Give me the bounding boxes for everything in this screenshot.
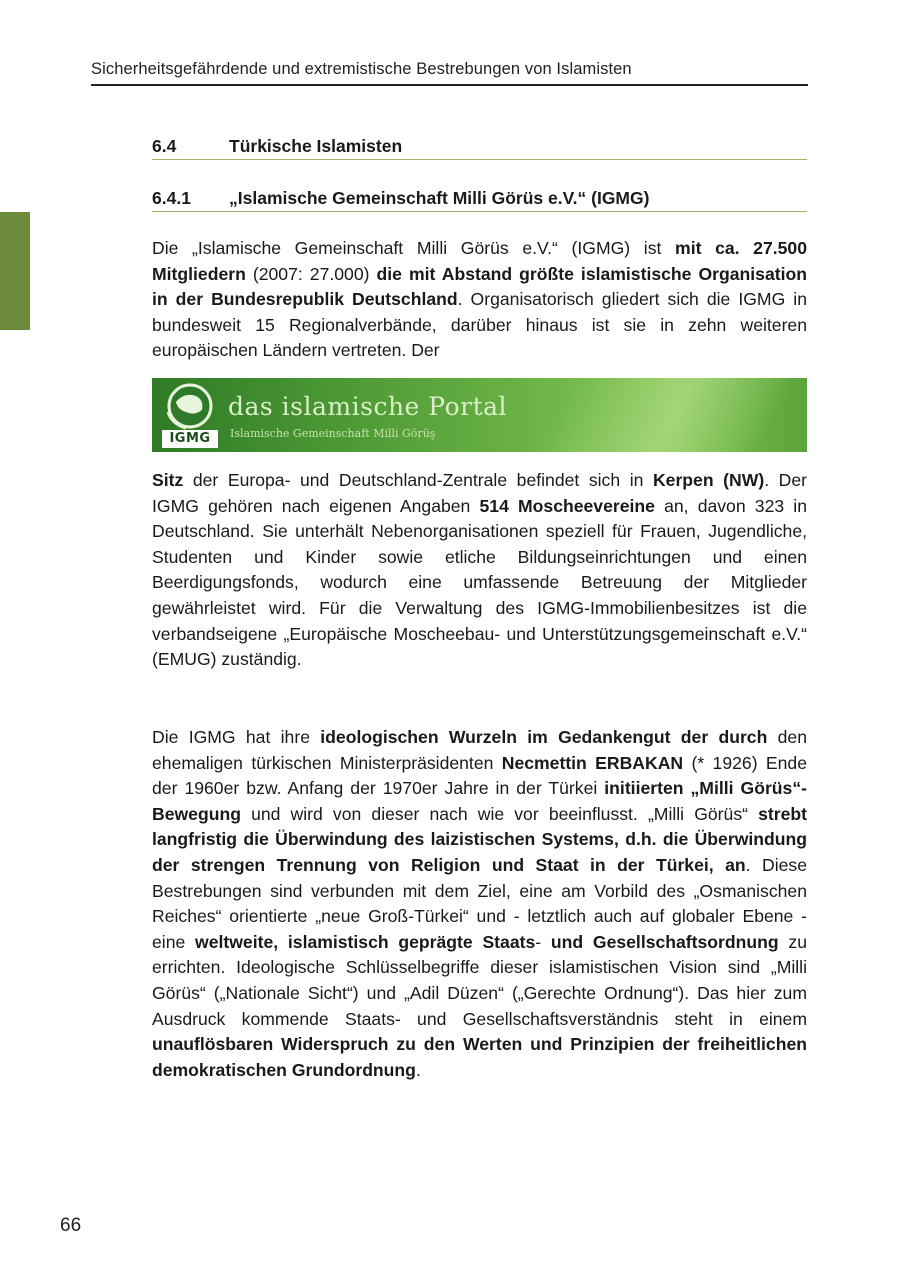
banner-title: das islamische Portal (228, 392, 508, 421)
subsection-heading-rule (152, 211, 807, 212)
bold-run: 514 Moscheevereine (479, 495, 655, 516)
text-run: . Der IGMG gehören nach eigenen Angaben (152, 470, 807, 516)
text-run: (2007: 27.000) (245, 263, 377, 284)
text-run: zu errichten. Ideologische Schlüsselbegriffe dieser islamistischen Vision sind „Milli Görüs“ („Nationale Sicht“) und „Adil Düzen“ („Gerechte Ordnung“). Das hier zum Ausdruck kommende Staats- und Gesellschaftsverständnis steht in einem (152, 931, 807, 1029)
section-heading (152, 136, 807, 157)
globe-icon (162, 382, 218, 432)
bold-run: unauflösbaren Widerspruch zu den Werten und Prinzipien der freiheitlichen demokratischen Grundordnung (152, 1034, 807, 1080)
text-run: . (415, 1059, 421, 1080)
section-number: 6.4 (152, 136, 177, 156)
text-run: den ehemaligen türkischen Ministerpräsidenten (152, 727, 807, 773)
paragraph-3 (152, 725, 807, 1083)
paragraph-1 (152, 236, 807, 364)
bold-run: weltweite, islamistisch geprägte Staats (195, 931, 536, 952)
bold-run: Necmettin ERBAKAN (501, 752, 684, 773)
text-run: - (535, 931, 551, 952)
text-run: und wird von dieser nach wie vor beeinflusst. „Milli Görüs“ (240, 803, 759, 824)
banner-subtitle: Islamische Gemeinschaft Milli Görüş (230, 427, 436, 440)
subsection-number: 6.4.1 (152, 188, 191, 208)
text-run: Die IGMG hat ihre (152, 727, 321, 747)
bold-run: die mit Abstand größte islamistische Organisation in der Bundesrepublik Deutschland (152, 263, 807, 310)
banner-sheen (507, 378, 807, 452)
section-heading-rule (152, 159, 807, 160)
paragraph-2 (152, 468, 807, 673)
logo-text: IGMG (162, 430, 218, 448)
igmg-logo (162, 382, 218, 448)
bold-run: mit ca. 27.500 Mitgliedern (152, 238, 807, 284)
section-title: Türkische Islamisten (229, 136, 403, 156)
running-head: Sicherheitsgefährdende und extremistische Bestrebungen von Islamisten (91, 60, 632, 78)
text-run: (* 1926) Ende der 1960er bzw. Anfang der 1970er Jahre in der Türkei (152, 752, 807, 799)
text-run: der Europa- und Deutschland-Zentrale befindet sich in (183, 470, 653, 490)
text-run: an, davon 323 in Deutschland. Sie unterhält Nebenorganisationen speziell für Frauen, Jugendliche, Studenten und Kinder sowie etliche Bildungseinrichtungen und einen Beerdigungsfonds, wodurch eine umfassende Betreuung der Mitglieder gewährleistet wird. Für die Verwaltung des IGMG-Immobilienbesitzes ist die verbandseigene „Europäische Moscheebau- und Unterstützungsgemeinschaft e.V.“ (EMUG) zuständig. (152, 495, 807, 670)
text-run: Die „Islamische Gemeinschaft Milli Görüs e.V.“ (IGMG) ist (152, 238, 676, 258)
bold-run: Sitz (152, 470, 184, 490)
text-run: . Diese Bestrebungen sind verbunden mit dem Ziel, eine am Vorbild des „Osmanischen Reiches“ orientierte „neue Groß-Türkei“ und - letztlich auch auf globaler Ebene - eine (152, 854, 807, 952)
subsection-title: „Islamische Gemeinschaft Milli Görüs e.V.“ (IGMG) (229, 188, 650, 208)
bold-run: strebt langfristig die Überwindung des laizistischen Systems, d.h. die Überwindung der strengen Trennung von Religion und Staat in der Türkei, an (152, 803, 807, 875)
text-run: . Organisatorisch gliedert sich die IGMG in bundesweit 15 Regionalverbände, darüber hinaus ist sie in zehn weiteren europäischen Ländern vertreten. Der (152, 289, 807, 361)
chapter-tab-marker (0, 212, 30, 330)
bold-run: ideologischen Wurzeln im Gedankengut der durch (320, 727, 768, 747)
bold-run: Kerpen (NW) (652, 470, 765, 490)
page-number: 66 (60, 1215, 82, 1236)
running-head-rule (91, 84, 808, 86)
bold-run: initiierten „Milli Görüs“-Bewegung (152, 778, 807, 824)
bold-run: und Gesellschaftsordnung (550, 931, 779, 952)
subsection-heading (152, 188, 807, 209)
igmg-portal-banner (152, 378, 807, 452)
